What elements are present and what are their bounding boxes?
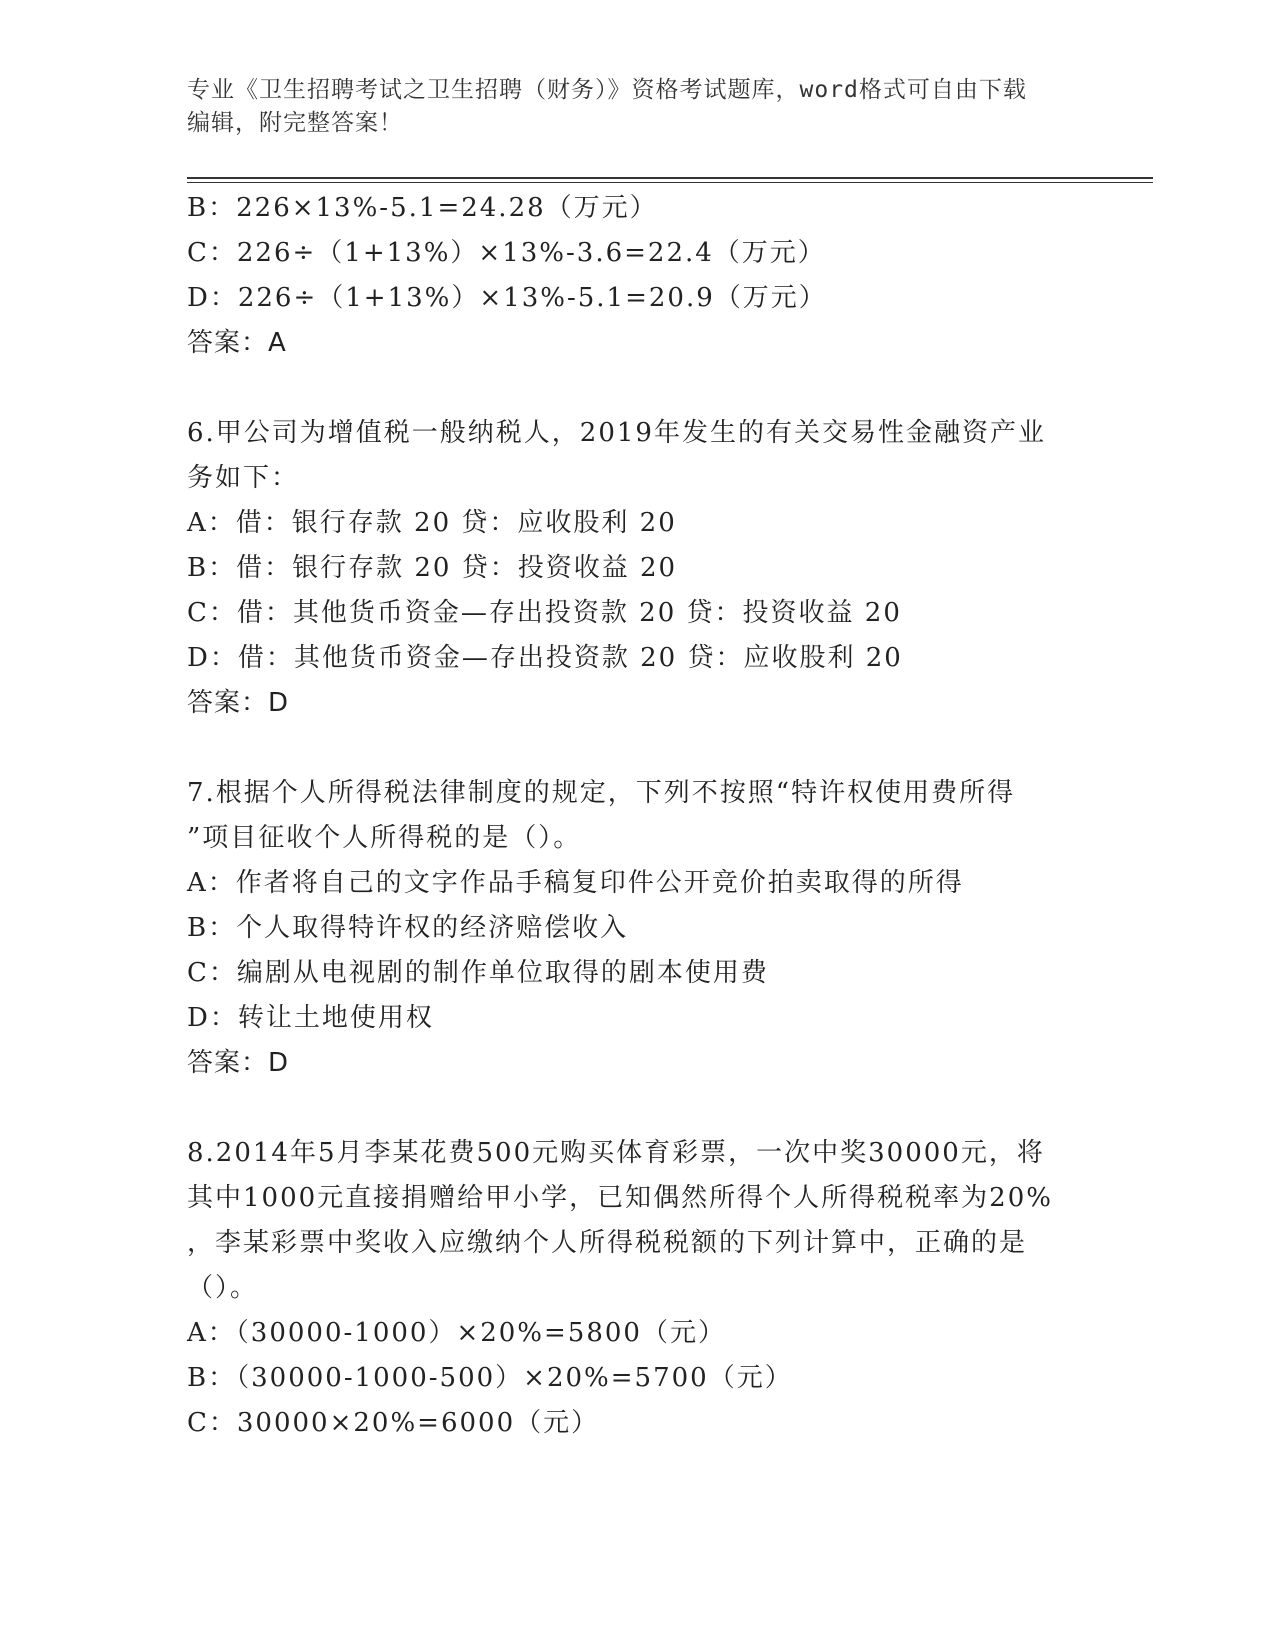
q6-option-d: D：借：其他货币资金—存出投资款 20 贷：应收股利 20 [187, 643, 903, 673]
q7-option-c: C：编剧从电视剧的制作单位取得的剧本使用费 [187, 958, 769, 988]
q8-option-b: B：（30000-1000-500）×20%=5700（元） [187, 1363, 793, 1393]
q5-option-c: C：226÷（1+13%）×13%-3.6=22.4（万元） [187, 238, 826, 268]
q7-stem-line-1: 7.根据个人所得税法律制度的规定，下列不按照“特许权使用费所得 [187, 778, 1016, 808]
q7-stem-line-2: ”项目征收个人所得税的是（）。 [187, 823, 582, 853]
q8-stem-line-3: ，李某彩票中奖收入应缴纳个人所得税税额的下列计算中，正确的是 [187, 1228, 1028, 1258]
q6-stem-line-2: 务如下： [187, 463, 300, 493]
header-line-1: 专业《卫生招聘考试之卫生招聘（财务）》资格考试题库，word格式可自由下载 [187, 77, 1027, 103]
q8-stem-line-2: 其中1000元直接捐赠给甲小学，已知偶然所得个人所得税税率为20% [187, 1183, 1053, 1213]
q8-stem-line-4: （）。 [187, 1273, 259, 1303]
q5-option-b: B：226×13%-5.1=24.28（万元） [187, 193, 658, 223]
q5-answer: 答案：A [187, 328, 287, 358]
q6-option-c: C：借：其他货币资金—存出投资款 20 贷：投资收益 20 [187, 598, 902, 628]
header-rule-thin [187, 182, 1153, 183]
q7-answer: 答案：D [187, 1048, 290, 1078]
q6-answer: 答案：D [187, 688, 290, 718]
q7-option-b: B：个人取得特许权的经济赔偿收入 [187, 913, 629, 943]
document-header [187, 74, 1087, 140]
q6-stem-line-1: 6.甲公司为增值税一般纳税人，2019年发生的有关交易性金融资产业 [187, 418, 1046, 448]
header-rule-thick [187, 177, 1153, 179]
q6-option-b: B：借：银行存款 20 贷：投资收益 20 [187, 553, 678, 583]
q8-stem-line-1: 8.2014年5月李某花费500元购买体育彩票，一次中奖30000元，将 [187, 1138, 1045, 1168]
q8-option-a: A：（30000-1000）×20%=5800（元） [187, 1318, 726, 1348]
q5-option-d: D：226÷（1+13%）×13%-5.1=20.9（万元） [187, 283, 827, 313]
header-line-2: 编辑，附完整答案！ [187, 110, 403, 136]
q6-option-a: A：借：银行存款 20 贷：应收股利 20 [187, 508, 677, 538]
q7-option-a: A：作者将自己的文字作品手稿复印件公开竞价拍卖取得的所得 [187, 868, 964, 898]
q7-option-d: D：转让土地使用权 [187, 1003, 434, 1033]
q8-option-c: C：30000×20%=6000（元） [187, 1408, 600, 1438]
